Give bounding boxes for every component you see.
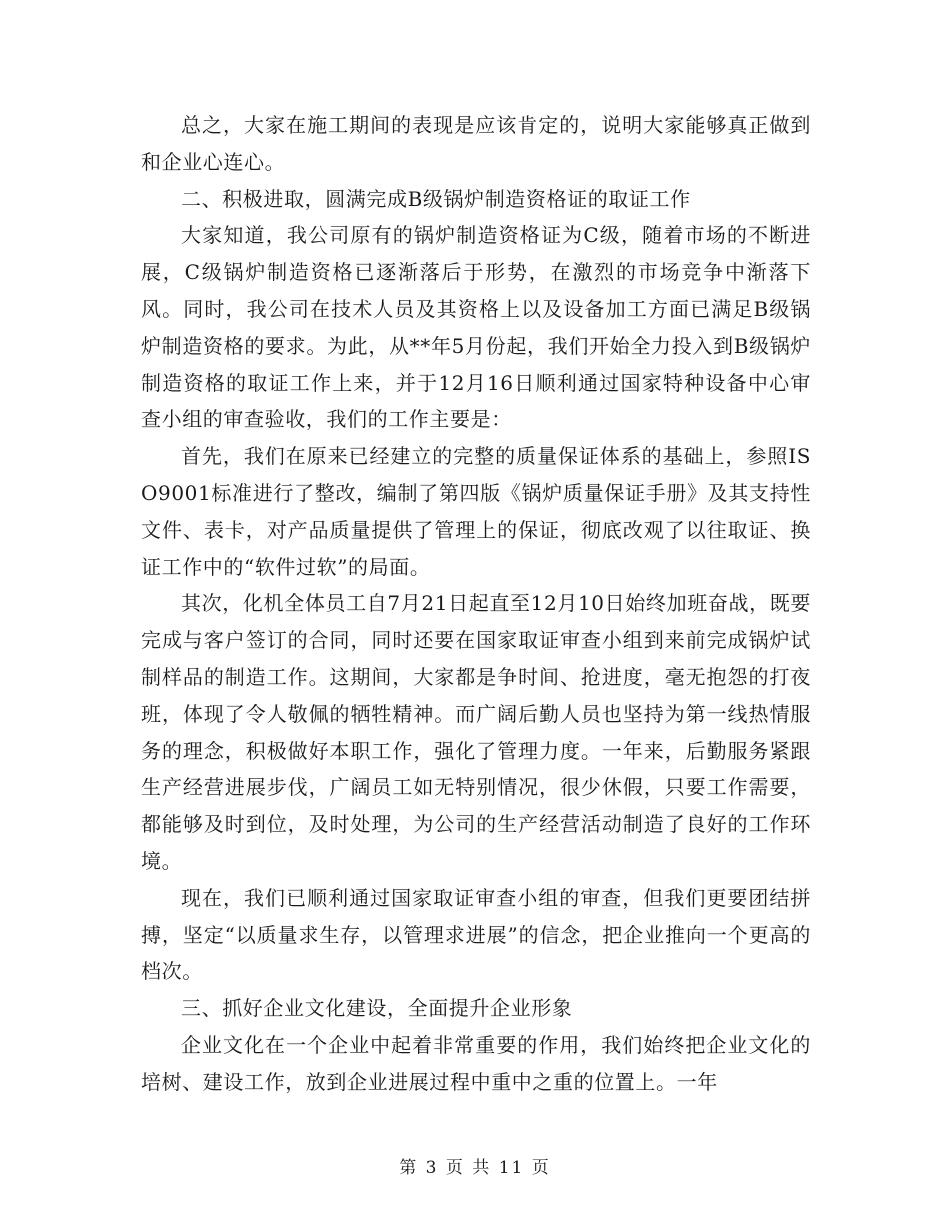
document-body xyxy=(141,107,811,1101)
paragraph-summary: 总之，大家在施工期间的表现是应该肯定的，说明大家能够真正做到和企业心连心。 xyxy=(141,113,811,174)
section-heading-2: 二、积极进取，圆满完成B级锅炉制造资格证的取证工作 xyxy=(181,186,691,211)
page-number-footer: 第 3 页 共 11 页 xyxy=(399,1158,551,1178)
paragraph-current-status: 现在，我们已顺利通过国家取证审查小组的审查，但我们更要团结拼搏，坚定“以质量求生存，以管理求进展”的信念，把企业推向一个更高的档次。 xyxy=(141,885,811,984)
paragraph-first-measure: 首先，我们在原来已经建立的完整的质量保证体系的基础上，参照ISO9001标准进行了整改，编制了第四版《锅炉质量保证手册》及其支持性文件、表卡，对产品质量提供了管理上的保证，彻底改观了以往取证、换证工作中的“软件过软”的局面。 xyxy=(141,444,811,579)
section-heading-3: 三、抓好企业文化建设，全面提升企业形象 xyxy=(181,996,573,1021)
paragraph-second-measure: 其次，化机全体员工自7月21日起直至12月10日始终加班奋战，既要完成与客户签订的合同，同时还要在国家取证审查小组到来前完成锅炉试制样品的制造工作。这期间，大家都是争时间、抢进度，毫无抱怨的打夜班，体现了令人敬佩的牺牲精神。而广阔后勤人员也坚持为第一线热情服务的理念，积极做好本职工作，强化了管理力度。一年来，后勤服务紧跟生产经营进展步伐，广阔员工如无特别情况，很少休假，只要工作需要，都能够及时到位，及时处理，为公司的生产经营活动制造了良好的工作环境。 xyxy=(141,591,811,873)
paragraph-corporate-culture: 企业文化在一个企业中起着非常重要的作用，我们始终把企业文化的培树、建设工作，放到企业进展过程中重中之重的位置上。一年 xyxy=(141,1032,811,1094)
paragraph-qualification-background: 大家知道，我公司原有的锅炉制造资格证为C级，随着市场的不断进展，C级锅炉制造资格已逐渐落后于形势，在激烈的市场竞争中渐落下风。同时，我公司在技术人员及其资格上以及设备加工方面已满足B级锅炉制造资格的要求。为此，从**年5月份起，我们开始全力投入到B级锅炉制造资格的取证工作上来，并于12月16日顺利通过国家特种设备中心审查小组的审查验收，我们的工作主要是： xyxy=(141,223,811,432)
